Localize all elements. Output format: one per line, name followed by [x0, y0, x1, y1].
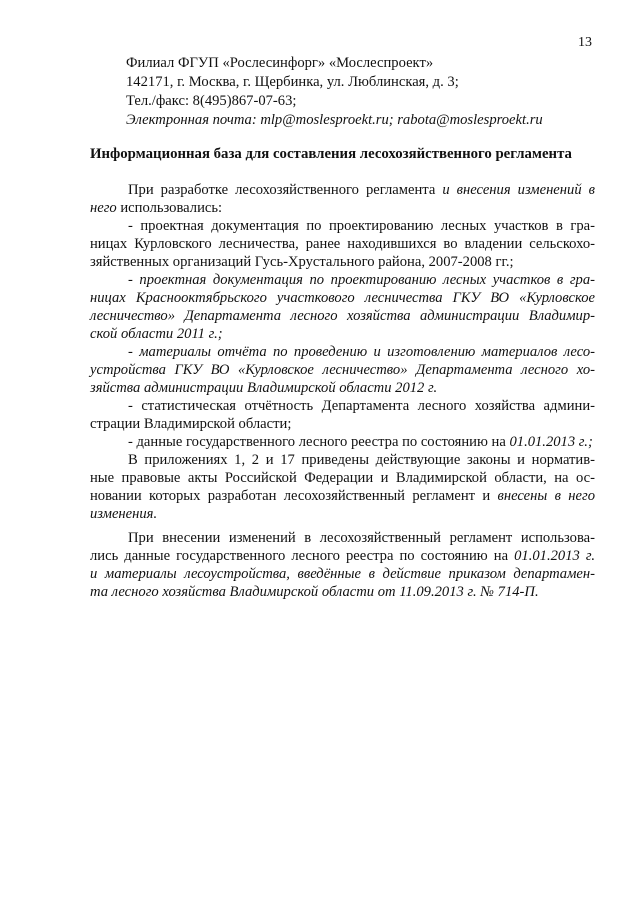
list-item-line: - проектная документация по проектированию лесных участков в гра- — [128, 272, 595, 288]
paragraph-intro-line: него использовались: — [90, 200, 223, 216]
list-item-line: ницах Краснооктябрьского участкового лесничества ГКУ ВО «Курловское — [90, 290, 595, 306]
paragraph-changes-line: та лесного хозяйства Владимирской области от 11.09.2013 г. № 714-П. — [90, 584, 539, 600]
paragraph-appendix-line: изменения. — [90, 506, 158, 522]
section-heading: Информационная база для составления лесохозяйственного регламента — [90, 146, 572, 162]
contact-email: Электронная почта: mlp@moslesproekt.ru; rabota@moslesproekt.ru — [126, 112, 543, 128]
paragraph-changes-line: лись данные государственного лесного реестра по состоянию на 01.01.2013 г. — [90, 548, 595, 564]
paragraph-intro-line: При разработке лесохозяйственного регламента и внесения изменений в — [128, 182, 595, 198]
list-item-line: - материалы отчёта по проведению и изготовлению материалов лесо- — [128, 344, 595, 360]
contact-organization: Филиал ФГУП «Рослесинфорг» «Мослеспроект» — [126, 55, 434, 71]
list-item-line: страции Владимирской области; — [90, 416, 292, 432]
list-item-line: лесничество» Департамента лесного хозяйства администрации Владимир- — [90, 308, 595, 324]
paragraph-changes-line: При внесении изменений в лесохозяйственный регламент использова- — [128, 530, 595, 546]
list-item-line: - данные государственного лесного реестра по состоянию на 01.01.2013 г.; — [128, 434, 593, 450]
page-number: 13 — [578, 35, 592, 50]
list-item-line: зяйственных организаций Гусь-Хрустального района, 2007-2008 гг.; — [90, 254, 514, 270]
document-body — [90, 181, 595, 601]
paragraph-appendix-line: В приложениях 1, 2 и 17 приведены действующие законы и норматив- — [128, 452, 595, 468]
list-item-line: - статистическая отчётность Департамента лесного хозяйства админи- — [128, 398, 595, 414]
paragraph-appendix-line: новании которых разработан лесохозяйственный регламент и внесены в него — [90, 488, 595, 504]
contact-phone: Тел./факс: 8(495)867-07-63; — [126, 93, 297, 109]
list-item-line: ской области 2011 г.; — [90, 326, 223, 342]
list-item-line: зяйства администрации Владимирской области 2012 г. — [90, 380, 438, 396]
paragraph-changes-line: и материалы лесоустройства, введённые в действие приказом департамен- — [90, 566, 595, 582]
list-item-line: - проектная документация по проектированию лесных участков в гра- — [128, 218, 595, 234]
paragraph-appendix-line: ные правовые акты Российской Федерации и Владимирской области, на ос- — [90, 470, 595, 486]
contact-address: 142171, г. Москва, г. Щербинка, ул. Люблинская, д. 3; — [126, 74, 459, 90]
list-item-line: устройства ГКУ ВО «Курловское лесничество» Департамента лесного хо- — [90, 362, 595, 378]
list-item-line: ницах Курловского лесничества, ранее находившихся во владении сельскохо- — [90, 236, 595, 252]
contact-block — [126, 54, 596, 130]
